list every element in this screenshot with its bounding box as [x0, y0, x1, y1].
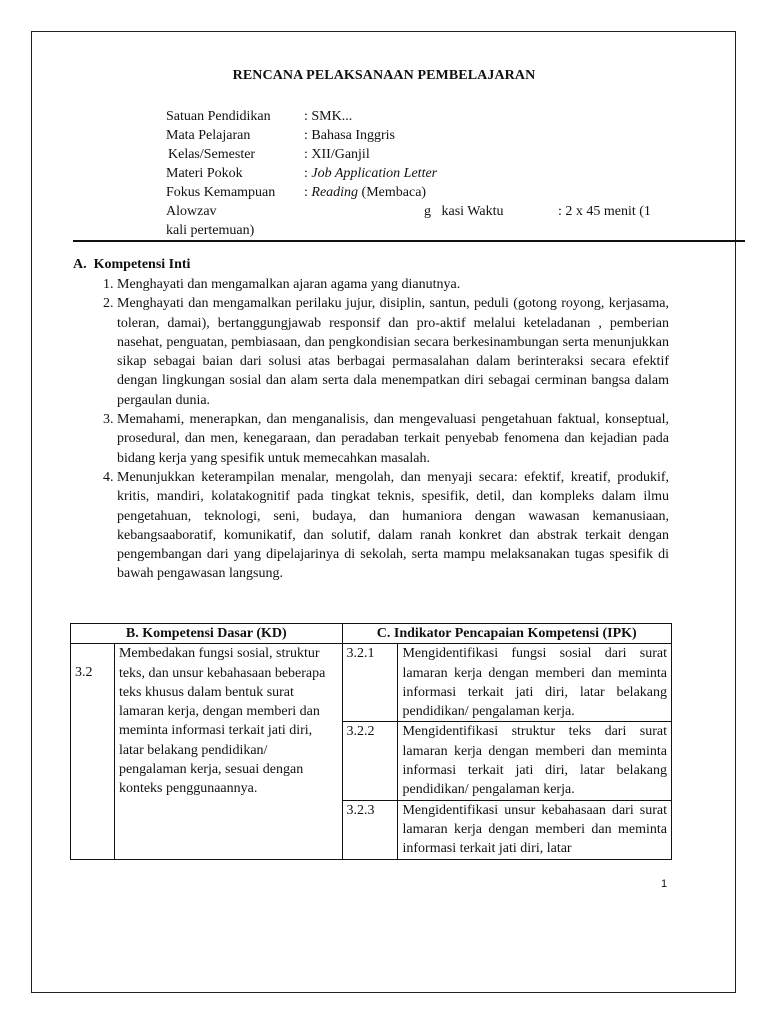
meta-label: Materi Pokok	[166, 166, 243, 181]
list-item: 1. Menghayati dan mengamalkan ajaran agama yang dianutnya.	[117, 275, 669, 294]
fokus-value-rest: (Membaca)	[358, 185, 427, 200]
meta-label: Satuan Pendidikan	[166, 109, 271, 124]
meta-row-materi	[166, 164, 666, 183]
fokus-value-italic: Reading	[311, 185, 359, 200]
page-number: 1	[661, 878, 668, 890]
document-title: RENCANA PELAKSANAAN PEMBELAJARAN	[232, 68, 536, 83]
meta-row-kelas	[166, 145, 666, 164]
kd-text: Membedakan fungsi sosial, struktur teks, dan unsur kebahasaan beberapa teks khusus dalam bentuk surat lamaran kerja, dengan memberi dan meminta informasi terkait jati diri, latar belakang pendidikan/ pengalaman kerja, sesuai dengan konteks penggunaannya.	[114, 644, 342, 859]
ipk-code: 3.2.1	[342, 644, 398, 722]
meta-value: : Bahasa Inggris	[304, 128, 395, 143]
section-heading: A. Kompetensi Inti	[73, 257, 191, 272]
kompetensi-inti-list	[73, 275, 669, 584]
meta-row-alokasi	[166, 202, 666, 221]
ipk-text: Mengidentifikasi fungsi sosial dari surat lamaran kerja dengan memberi dan meminta informasi terkait jati diri, latar belakang pendidikan/ pengalaman kerja.	[398, 644, 672, 722]
kd-number: 3.2	[75, 665, 93, 681]
meta-value	[304, 183, 426, 202]
list-item: 2. Menghayati dan mengamalkan perilaku jujur, disiplin, santun, peduli (gotong royong, kerjasama, toleran, damai), bertanggungjawab responsif dan pro-aktif melalui keteladanan , pemberian nasehat, penguatan, pembiasaan, dan pengkondisian secara berkesinambungan serta menunjukkan sikap sebagai baian dari solusi atas berbagai permasalahan dalam berinteraksi secara efektif dengan lingkungan sosial dan alam serta dala menempatkan diri sebagai cerminan bangsa dalam pergaulan dunia.	[117, 294, 669, 410]
meta-value	[304, 164, 437, 183]
meta-label: Alowzav	[166, 204, 217, 219]
identity-block	[166, 107, 666, 240]
header-divider	[73, 240, 745, 242]
table-header-row	[71, 624, 672, 644]
meta-label: Fokus Kemampuan	[166, 185, 276, 200]
meta-label-fragment: g kasi Waktu	[424, 204, 504, 219]
meta-colon: :	[304, 185, 312, 200]
kd-ipk-table	[70, 623, 672, 860]
list-item: 4. Menunjukkan keterampilan menalar, mengolah, dan menyaji secara: efektif, kreatif, produkif, kritis, mandiri, kolatakognitif pada tingkat teknis, spesifik, detil, dan kompleks dalam ilmu pengetahuan, teknologi, seni, budaya, dan humaniora dengan wawasan kemanusiaan, kebangsaaboratif, komunikatif, dan solutif, dalam ranah konkret dan abstrak terkait dengan pengembangan dari yang dipelajarinya di sekolah, serta mampu melaksanakan tugas spesifik di bawah pengawasan langsung.	[117, 468, 669, 584]
meta-label: Mata Pelajaran	[166, 128, 251, 143]
meta-row-alokasi-cont	[166, 221, 666, 240]
list-item: 3. Memahami, menerapkan, dan menganalisis, dan mengevaluasi pengetahuan faktual, konseptual, prosedural, dan men, kenegaraan, dan peradaban terkait penyebab fenomena dan kejadian pada bidang kerja yang spesifik untuk memecahkan masalah.	[117, 410, 669, 468]
header-kd: B. Kompetensi Dasar (KD)	[71, 624, 343, 644]
table-row	[71, 644, 672, 722]
kd-number-cell	[71, 644, 115, 859]
section-kompetensi-inti	[73, 257, 669, 584]
meta-label: Kelas/Semester	[168, 147, 256, 162]
ipk-code: 3.2.3	[342, 800, 398, 859]
meta-value-continued: kali pertemuan)	[166, 223, 255, 238]
meta-value: : 2 x 45 menit (1	[558, 204, 651, 219]
materi-value: Job Application Letter	[311, 166, 438, 181]
header-ipk: C. Indikator Pencapaian Kompetensi (IPK)	[342, 624, 671, 644]
meta-row-satuan	[166, 107, 666, 126]
ipk-code: 3.2.2	[342, 722, 398, 800]
meta-colon: :	[304, 166, 312, 181]
meta-value: : XII/Ganjil	[304, 147, 370, 162]
meta-row-fokus	[166, 183, 666, 202]
ipk-text: Mengidentifikasi unsur kebahasaan dari surat lamaran kerja dengan memberi dan meminta informasi terkait jati diri, latar	[398, 800, 672, 859]
ipk-text: Mengidentifikasi struktur teks dari surat lamaran kerja dengan memberi dan meminta informasi terkait jati diri, latar belakang pendidikan/ pengalaman kerja.	[398, 722, 672, 800]
meta-row-mapel	[166, 126, 666, 145]
meta-value: : SMK...	[304, 109, 353, 124]
